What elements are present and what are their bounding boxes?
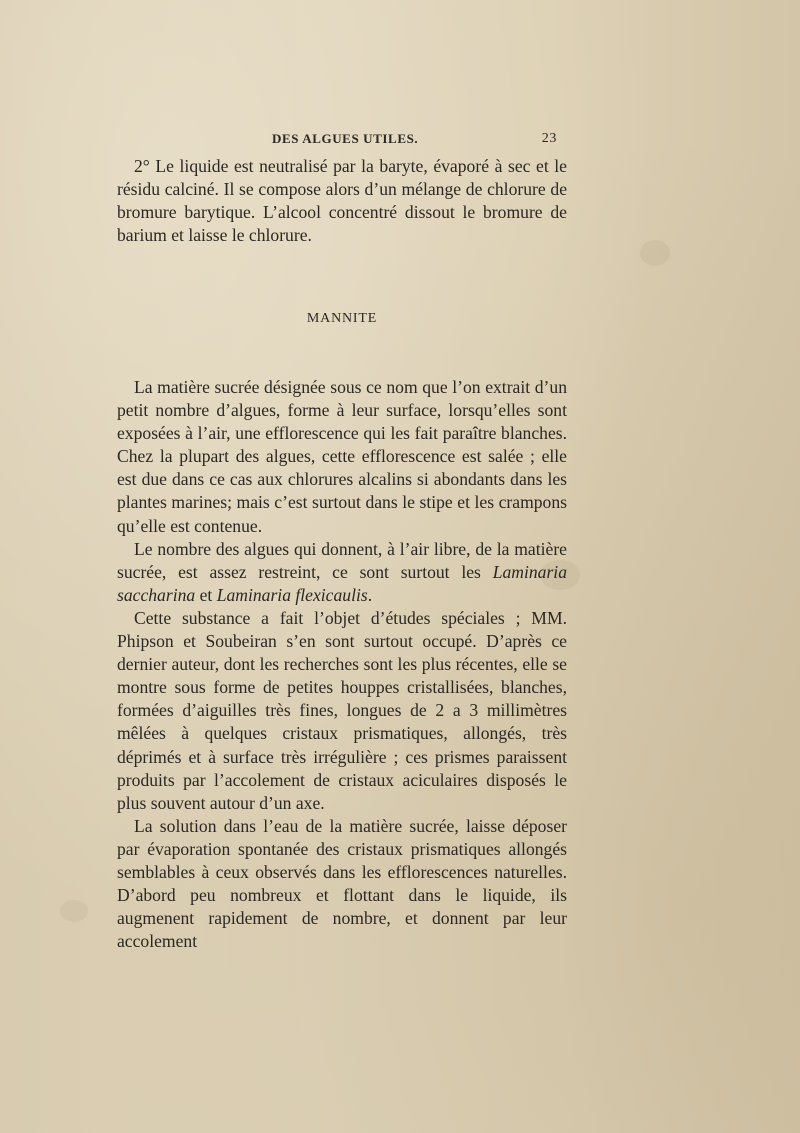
main-text-block (117, 376, 567, 953)
section-title: MANNITE (306, 311, 378, 326)
top-paragraph-block (117, 155, 567, 247)
paragraph: Cette substance a fait l’objet d’études spéciales ; MM. Phipson et Soubeiran s’en sont surtout occupé. D’après ce dernier auteur, dont les recherches sont les plus récentes, elle se montre sous forme de petites houppes cristallisées, blanches, formées d’aiguilles très fines, longues de 2 a 3 millimètres mêlées à quelques cristaux prismatiques, allongés, très déprimés et à surface très irrégulière ; ces prismes paraissent produits par l’accolement de cristaux aciculaires disposés le plus souvent autour d’un axe. (117, 607, 567, 813)
page-number: 23 (541, 131, 557, 146)
running-title: DES ALGUES UTILES. (272, 131, 419, 146)
paragraph: 2° Le liquide est neutralisé par la baryte, évaporé à sec et le résidu calciné. Il se compose alors d’un mélange de chlorure de bromure barytique. L’alcool concentré dissout le bromure de barium et laisse le chlorure. (117, 156, 567, 246)
paper-stain (640, 240, 670, 266)
paragraph (117, 538, 567, 607)
paragraph: La matière sucrée désignée sous ce nom que l’on extrait d’un petit nombre d’algues, forme à leur surface, lorsqu’elles sont exposées à l’air, une efflorescence qui les fait paraître blanches. Chez la plupart des algues, cette efflorescence est salée ; elle est due dans ce cas aux chlorures alcalins si abondants dans les plantes marines; mais c’est surtout dans le stipe et les crampons qu’elle est contenue. (117, 377, 567, 536)
text-run: Le nombre des algues qui donnent, à l’air libre, de la matière sucrée, est assez restreint, ce sont surtout les (117, 538, 567, 582)
text-run: et (195, 584, 217, 605)
text-run: . (367, 584, 373, 605)
running-head (117, 131, 567, 151)
species-name: Laminaria flexicaulis (216, 584, 368, 605)
paragraph: La solution dans l’eau de la matière sucrée, laisse déposer par évaporation spontanée des cristaux prismatiques allongés semblables à ceux observés dans les efflorescences naturelles. D’abord peu nombreux et flottant dans le liquide, ils augmenent rapidement de nombre, et donnent par leur accolement (117, 815, 567, 952)
species-name: Laminaria saccharina (117, 561, 567, 605)
paper-stain (60, 900, 88, 922)
